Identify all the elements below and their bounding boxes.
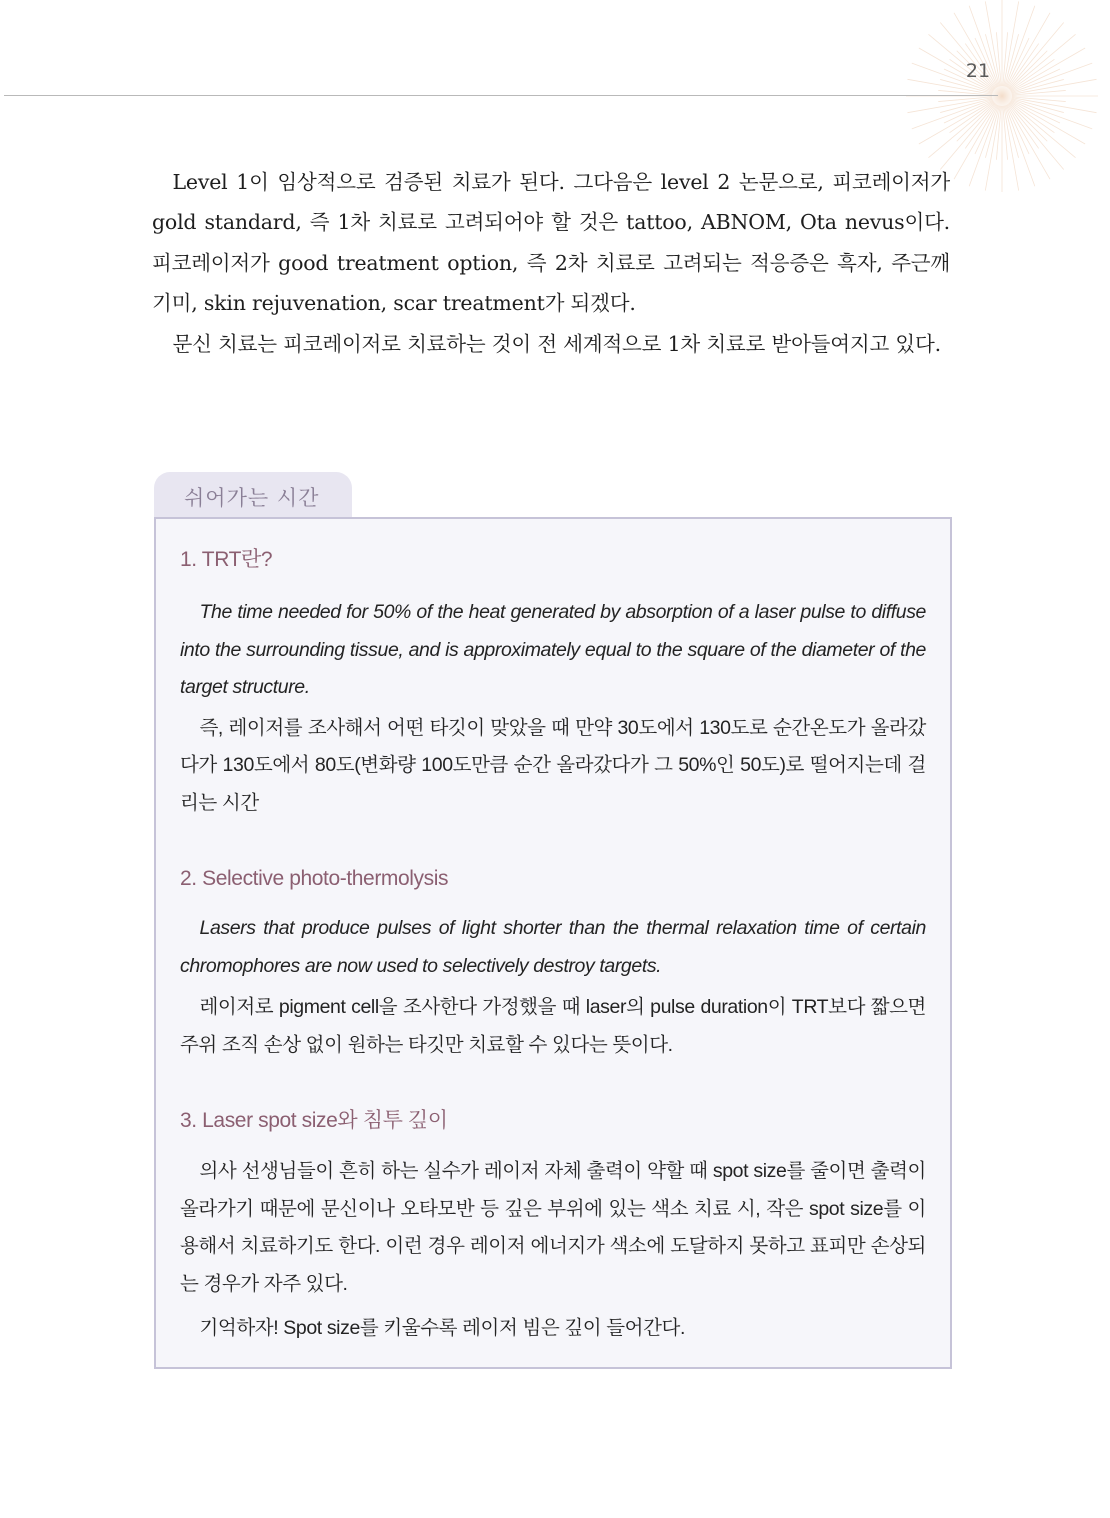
box-tab-label: 쉬어가는 시간 (154, 472, 352, 518)
sunburst-ray (1004, 106, 1019, 191)
sunburst-ray (1012, 98, 1097, 113)
section-heading: 3. Laser spot size와 침투 깊이 (180, 1109, 448, 1132)
section-heading: 1. TRT란? (180, 548, 273, 571)
sunburst-ray (985, 106, 1000, 191)
body-text (152, 162, 950, 364)
body-paragraph: 문신 치료는 피코레이저로 치료하는 것이 전 세계적으로 1차 치료로 받아들여지고 있다. (172, 331, 941, 356)
sunburst-ray (1004, 1, 1019, 86)
page-number: 21 (965, 60, 991, 82)
section-selective-photothermolysis (180, 864, 926, 1064)
section-heading: 2. Selective photo-thermolysis (180, 867, 449, 890)
english-definition: The time needed for 50% of the heat generated by absorption of a laser pulse to diffuse into the surrounding tissue, and is approximately equal to the square of the diameter of the target structure. (180, 601, 926, 698)
english-definition: Lasers that produce pulses of light shorter than the thermal relaxation time of certain chromophores are now used to selectively destroy targets. (180, 917, 926, 977)
korean-explanation: 의사 선생님들이 흔히 하는 실수가 레이저 자체 출력이 약할 때 spot size를 줄이면 출력이 올라가기 때문에 문신이나 오타모반 등 깊은 부위에 있는 색소 치료 시, 작은 spot size를 이용해서 치료하기도 한다. 이런 경우 레이저 에너지가 색소에 도달하지 못하고 표피만 손상되는 경우가 자주 있다. (180, 1160, 926, 1295)
remember-note: 기억하자! Spot size를 키울수록 레이저 빔은 깊이 들어간다. (199, 1317, 685, 1339)
header-rule (4, 95, 998, 96)
section-trt (180, 545, 926, 822)
sunburst-ray (1012, 79, 1097, 94)
section-spot-size (180, 1106, 926, 1348)
sidebar-box (154, 517, 952, 1369)
body-paragraph: Level 1이 임상적으로 검증된 치료가 된다. 그다음은 level 2 논문으로, 피코레이저가 gold standard, 즉 1차 치료로 고려되어야 할 것은 tattoo, ABNOM, Ota nevus이다. 피코레이저가 good treatment option, 즉 2차 치료로 고려되는 적응증은 흑자, 주근깨 기미, skin rejuvenation, scar treatment가 되겠다. (152, 170, 950, 316)
korean-explanation: 레이저로 pigment cell을 조사한다 가정했을 때 laser의 pulse duration이 TRT보다 짧으면 주위 조직 손상 없이 원하는 타깃만 치료할 수 있다는 뜻이다. (180, 996, 926, 1056)
korean-explanation: 즉, 레이저를 조사해서 어떤 타깃이 맞았을 때 만약 30도에서 130도로 순간온도가 올라갔다가 130도에서 80도(변화량 100도만큼 순간 올라갔다가 그 50%인 50도)로 떨어지는데 걸리는 시간 (180, 716, 926, 814)
sunburst-ray (907, 98, 992, 113)
